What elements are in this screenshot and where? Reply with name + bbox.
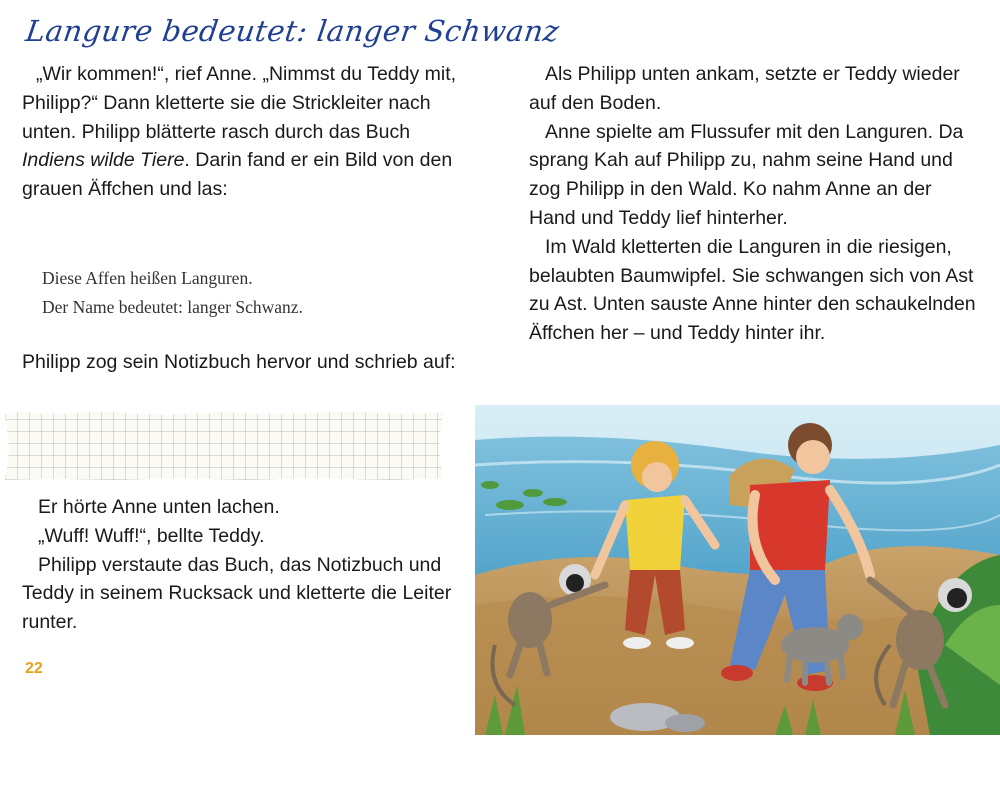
quote-line-1: Diese Affen heißen Languren. [42, 268, 253, 288]
left-paragraph-4: „Wuff! Wuff!“, bellte Teddy. [38, 524, 265, 547]
left-column [22, 60, 462, 204]
right-column [529, 60, 979, 348]
quote-line-2: Der Name bedeutet: langer Schwanz. [42, 297, 303, 317]
book-quote [42, 264, 303, 322]
left-paragraph-1: „Wir kommen!“, rief Anne. „Nimmst du Teddy mit, Philipp?“ Dann kletterte sie die Strickleiter nach unten. Philipp blätterte rasch durch das Buch Indiens wilde Tiere. Darin fand er ein Bild von den grauen Äffchen und las: [22, 63, 457, 201]
right-paragraph-2: Anne spielte am Flussufer mit den Languren. Da sprang Kah auf Philipp zu, nahm seine Hand und zog Philipp in den Wald. Ko nahm Anne an der Hand und Teddy lief hinterher. [529, 120, 964, 229]
page-number: 22 [25, 660, 43, 677]
left-paragraph-2: Philipp zog sein Notizbuch hervor und schrieb auf: [22, 351, 456, 373]
right-paragraph-3: Im Wald kletterten die Languren in die riesigen, belaubten Baumwipfel. Sie schwangen sich von Ast zu Ast. Unten sauste Anne hinter den schaukelnden Äffchen her – und Teddy hinter ihr. [529, 235, 976, 345]
book-title: Indiens wilde Tiere [22, 149, 185, 172]
left-bottom-text [22, 493, 462, 637]
notebook-note [5, 412, 443, 480]
handwritten-note: Langure bedeutet: langer Schwanz [23, 14, 562, 48]
left-paragraph-5: Philipp verstaute das Buch, das Notizbuch und Teddy in seinem Rucksack und kletterte die Leiter runter. [22, 553, 452, 634]
left-paragraph-3: Er hörte Anne unten lachen. [38, 496, 280, 518]
story-illustration [475, 405, 1000, 735]
right-paragraph-1: Als Philipp unten ankam, setzte er Teddy wieder auf den Boden. [529, 63, 960, 114]
